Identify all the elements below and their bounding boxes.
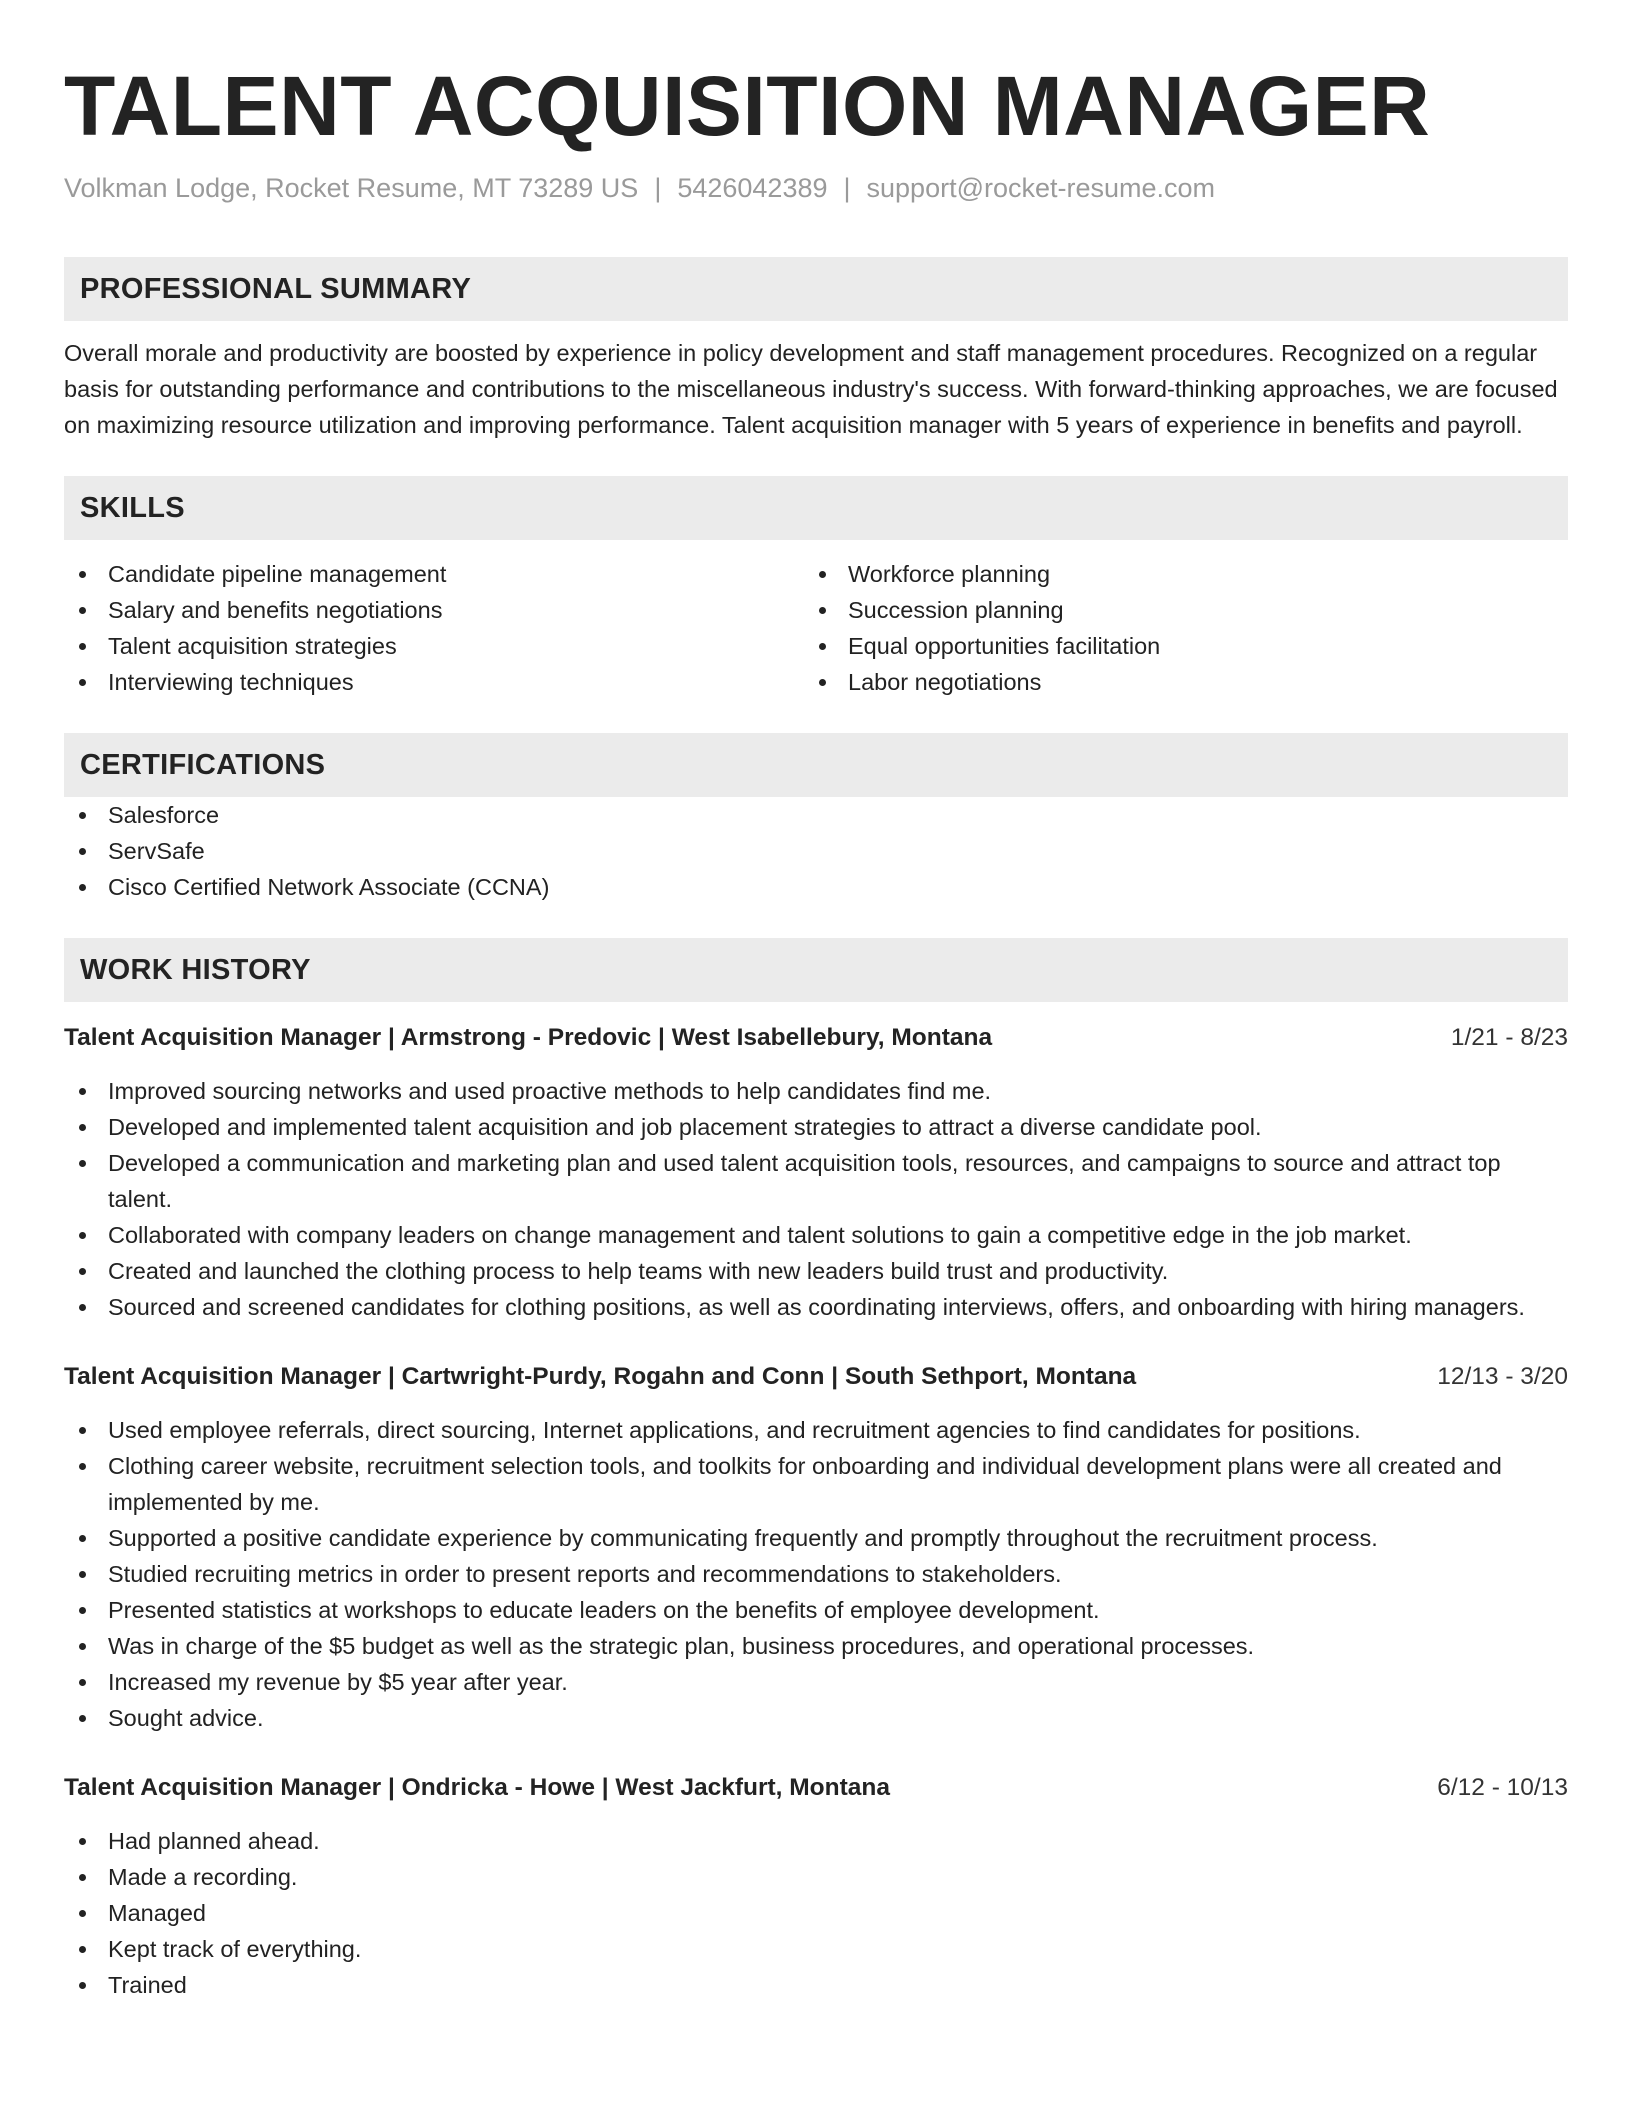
section-header-skills: SKILLS: [64, 476, 1568, 540]
job-dates: 1/21 - 8/23: [1450, 1024, 1568, 1051]
skill-item: Salary and benefits negotiations: [64, 592, 804, 628]
job-bullet: Trained: [64, 1967, 1568, 2003]
certification-item: Salesforce: [64, 797, 1568, 833]
summary-text: Overall morale and productivity are boosted by experience in policy development and staff management procedures. Recognized on a regular basis for outstanding performance and contributions to the miscellaneous industry's success. With forward-thinking approaches, we are focused on maximizing resource utilization and improving performance. Talent acquisition manager with 5 years of experience in benefits and payroll.: [64, 340, 1558, 438]
skill-item: Succession planning: [804, 592, 1544, 628]
contact-address: Volkman Lodge, Rocket Resume, MT 73289 US: [64, 173, 639, 203]
job-bullet: Kept track of everything.: [64, 1931, 1568, 1967]
job-heading-row: [64, 1770, 1568, 1806]
skill-item: Labor negotiations: [804, 664, 1544, 700]
job-bullet: Managed: [64, 1895, 1568, 1931]
skills-list-left: [64, 556, 804, 700]
job-bullet: Supported a positive candidate experience by communicating frequently and promptly throughout the recruitment process.: [64, 1520, 1568, 1556]
job-bullet: Used employee referrals, direct sourcing, Internet applications, and recruitment agencies to find candidates for positions.: [64, 1412, 1568, 1448]
job-bullet: Presented statistics at workshops to educate leaders on the benefits of employee development.: [64, 1592, 1568, 1628]
job-entry: [64, 1359, 1568, 1736]
skill-item: Talent acquisition strategies: [64, 628, 804, 664]
job-bullet: Sourced and screened candidates for clothing positions, as well as coordinating interviews, offers, and onboarding with hiring managers.: [64, 1289, 1568, 1325]
job-bullet: Had planned ahead.: [64, 1823, 1568, 1859]
job-dates: 12/13 - 3/20: [1437, 1363, 1568, 1390]
job-bullet: Developed a communication and marketing plan and used talent acquisition tools, resources, and campaigns to source and attract top talent.: [64, 1145, 1568, 1217]
job-bullet: Developed and implemented talent acquisition and job placement strategies to attract a diverse candidate pool.: [64, 1109, 1568, 1145]
section-header-work-history: WORK HISTORY: [64, 938, 1568, 1002]
skills-list-right: [804, 556, 1544, 700]
candidate-name: TALENT ACQUISITION MANAGER: [64, 59, 1431, 153]
job-heading-row: [64, 1359, 1568, 1395]
contact-separator: |: [843, 173, 851, 203]
job-dates: 6/12 - 10/13: [1437, 1774, 1568, 1801]
skill-item: Candidate pipeline management: [64, 556, 804, 592]
job-bullet: Created and launched the clothing process to help teams with new leaders build trust and productivity.: [64, 1253, 1568, 1289]
job-bullet: Collaborated with company leaders on change management and talent solutions to gain a competitive edge in the job market.: [64, 1217, 1568, 1253]
contact-email: support@rocket-resume.com: [866, 173, 1216, 203]
job-bullet: Studied recruiting metrics in order to present reports and recommendations to stakeholders.: [64, 1556, 1568, 1592]
job-bullet: Clothing career website, recruitment selection tools, and toolkits for onboarding and individual development plans were all created and implemented by me.: [64, 1448, 1568, 1520]
skills-grid: [64, 556, 1568, 700]
job-bullets: [64, 1412, 1568, 1736]
contact-separator: |: [654, 173, 662, 203]
certification-item: Cisco Certified Network Associate (CCNA): [64, 869, 1568, 905]
job-entry: [64, 1770, 1568, 2003]
job-heading: Talent Acquisition Manager | Cartwright-Purdy, Rogahn and Conn | South Sethport, Montana: [64, 1363, 1137, 1390]
job-bullet: Increased my revenue by $5 year after year.: [64, 1664, 1568, 1700]
skill-item: Interviewing techniques: [64, 664, 804, 700]
job-bullet: Made a recording.: [64, 1859, 1568, 1895]
job-bullet: Was in charge of the $5 budget as well as the strategic plan, business procedures, and operational processes.: [64, 1628, 1568, 1664]
certification-item: ServSafe: [64, 833, 1568, 869]
job-bullets: [64, 1073, 1568, 1325]
job-heading: Talent Acquisition Manager | Ondricka - Howe | West Jackfurt, Montana: [64, 1774, 890, 1801]
contact-phone: 5426042389: [677, 173, 828, 203]
contact-line: [64, 170, 1568, 206]
job-heading: Talent Acquisition Manager | Armstrong - Predovic | West Isabellebury, Montana: [64, 1024, 993, 1051]
certifications-list: [64, 797, 1568, 905]
job-bullet: Sought advice.: [64, 1700, 1568, 1736]
job-bullets: [64, 1823, 1568, 2003]
section-header-summary: PROFESSIONAL SUMMARY: [64, 257, 1568, 321]
job-bullet: Improved sourcing networks and used proactive methods to help candidates find me.: [64, 1073, 1568, 1109]
job-entry: [64, 1020, 1568, 1325]
section-header-certifications: CERTIFICATIONS: [64, 733, 1568, 797]
skill-item: Equal opportunities facilitation: [804, 628, 1544, 664]
job-heading-row: [64, 1020, 1568, 1056]
skill-item: Workforce planning: [804, 556, 1544, 592]
